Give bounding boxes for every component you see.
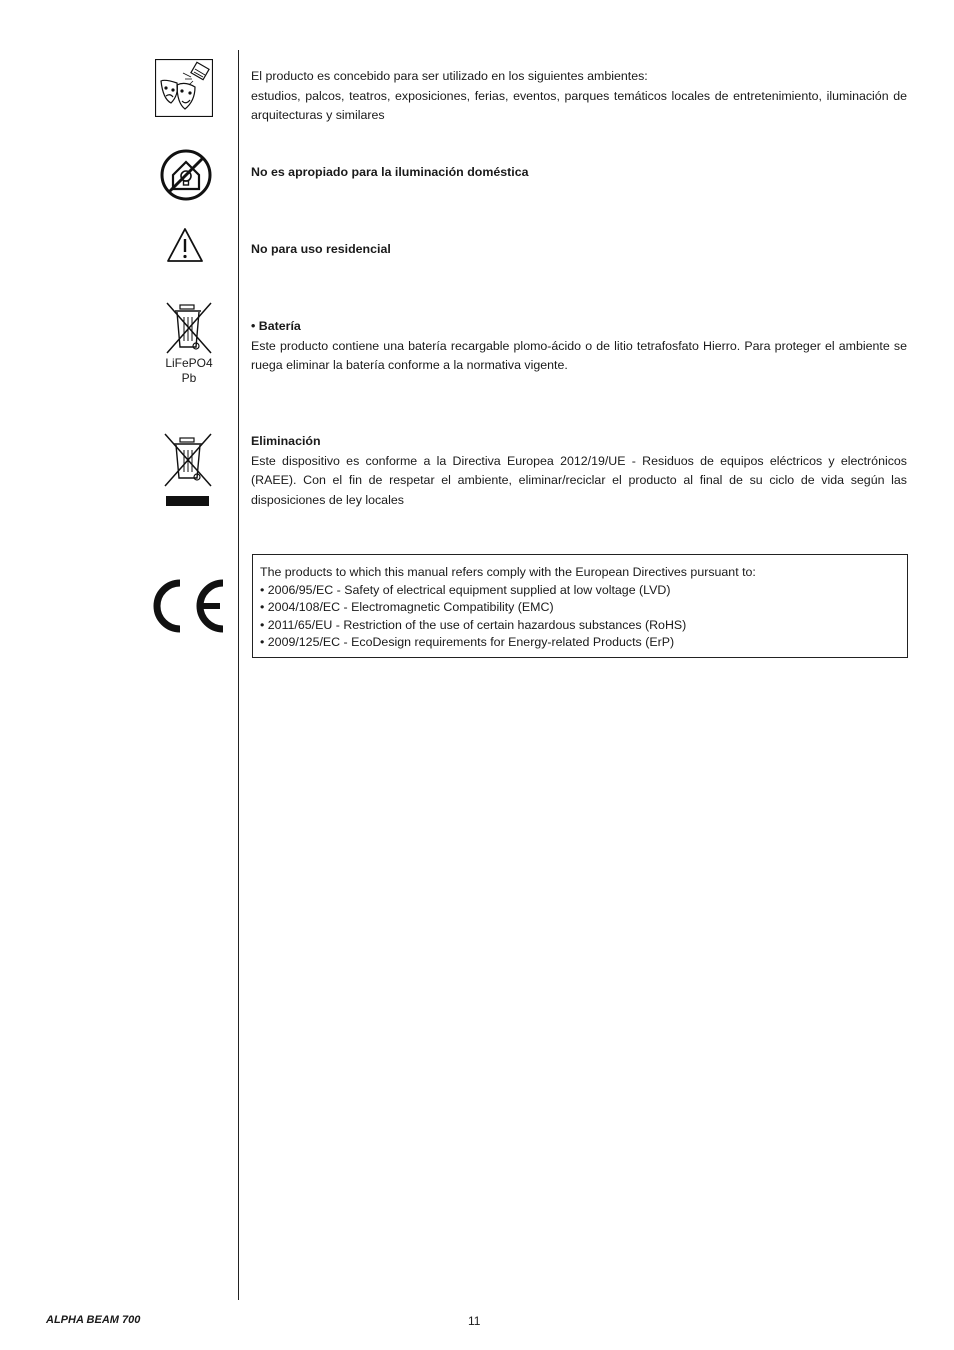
no-domestic-lighting-icon bbox=[160, 149, 212, 201]
environments-list: estudios, palcos, teatros, exposiciones, ferias, eventos, parques temáticos locales de entretenimiento, iluminación de arquitecturas y similares bbox=[251, 88, 907, 122]
weee-bin-icon bbox=[162, 432, 214, 510]
disposal-section bbox=[251, 432, 907, 510]
battery-icon-label-pb: Pb bbox=[181, 371, 197, 385]
compliance-item-lvd: • 2006/95/EC - Safety of electrical equipment supplied at low voltage (LVD) bbox=[260, 582, 671, 597]
crossed-bin-battery-icon bbox=[163, 301, 215, 357]
warning-triangle-icon bbox=[166, 227, 204, 263]
disposal-body: Este dispositivo es conforme a la Directiva Europea 2012/19/UE - Residuos de equipos eléctricos y electrónicos (RAEE). Con el fin de respetar el ambiente, eliminar/reciclar el producto al final de su ciclo de vida según las disposiciones de ley locales bbox=[251, 453, 907, 507]
footer-product-title: ALPHA BEAM 700 bbox=[46, 1314, 141, 1326]
ce-mark-icon bbox=[146, 578, 226, 634]
battery-title: • Batería bbox=[251, 319, 301, 333]
battery-section bbox=[251, 317, 907, 376]
residential-warning: No para uso residencial bbox=[251, 242, 391, 256]
theater-masks-icon bbox=[155, 59, 213, 117]
environments-section bbox=[251, 67, 907, 126]
battery-icon-label-lifepo4: LiFePO4 bbox=[165, 356, 213, 370]
compliance-item-emc: • 2004/108/EC - Electromagnetic Compatibility (EMC) bbox=[260, 600, 554, 615]
compliance-box bbox=[252, 554, 908, 658]
battery-body: Este producto contiene una batería recargable plomo-ácido o de litio tetrafosfato Hierro. Para proteger el ambiente se ruega eliminar la batería conforme a la normativa vigente. bbox=[251, 338, 907, 372]
footer-page-number: 11 bbox=[468, 1314, 481, 1328]
column-divider bbox=[238, 50, 239, 1300]
disposal-title: Eliminación bbox=[251, 434, 321, 448]
compliance-item-rohs: • 2011/65/EU - Restriction of the use of certain hazardous substances (RoHS) bbox=[260, 617, 687, 632]
compliance-item-erp: • 2009/125/EC - EcoDesign requirements for Energy-related Products (ErP) bbox=[260, 635, 675, 650]
domestic-warning: No es apropiado para la iluminación doméstica bbox=[251, 165, 529, 179]
environments-intro: El producto es concebido para ser utilizado en los siguientes ambientes: bbox=[251, 69, 648, 83]
compliance-intro: The products to which this manual refers comply with the European Directives pursuant to: bbox=[260, 565, 756, 579]
